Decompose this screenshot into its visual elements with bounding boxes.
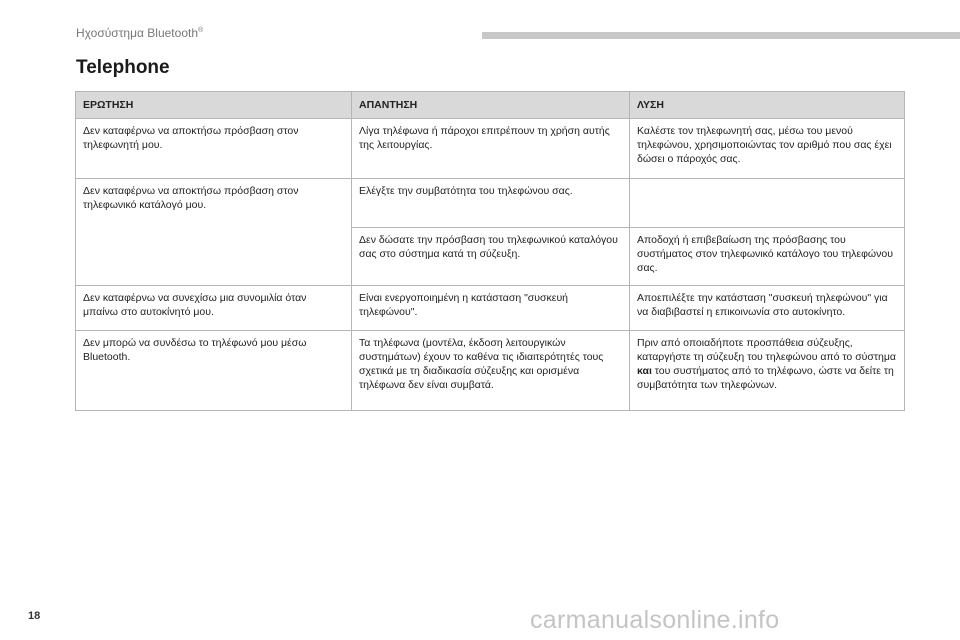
answer-cell: Ελέγξτε την συμβατότητα του τηλεφώνου σας. [352, 179, 630, 228]
column-header-answer: ΑΠΑΝΤΗΣΗ [352, 92, 630, 119]
question-cell: Δεν καταφέρνω να αποκτήσω πρόσβαση στον τηλεφωνητή μου. [76, 119, 352, 179]
table-row [76, 179, 905, 228]
column-header-question: ΕΡΩΤΗΣΗ [76, 92, 352, 119]
table-header-row [76, 92, 905, 119]
solution-cell [630, 331, 905, 411]
solution-cell: Αποδοχή ή επιβεβαίωση της πρόσβασης του συστήματος στον τηλεφωνικό κατάλογο του τηλεφώνου σας. [630, 228, 905, 286]
column-header-solution: ΛΥΣΗ [630, 92, 905, 119]
answer-cell: Είναι ενεργοποιημένη η κατάσταση "συσκευή τηλεφώνου". [352, 286, 630, 331]
table-row [76, 119, 905, 179]
solution-text-bold: και [637, 365, 652, 377]
solution-cell: Καλέστε τον τηλεφωνητή σας, μέσω του μενού τηλεφώνου, χρησιμοποιώντας τον αριθμό που σας έχει δώσει ο πάροχός σας. [630, 119, 905, 179]
question-cell: Δεν καταφέρνω να συνεχίσω μια συνομιλία όταν μπαίνω στο αυτοκίνητό μου. [76, 286, 352, 331]
page-number: 18 [28, 610, 41, 622]
solution-text-start: Πριν από οποιαδήποτε προσπάθεια σύζευξης, καταργήστε τη σύζευξη του τηλεφώνου από το σύστημα [637, 337, 896, 363]
trademark-symbol: ® [198, 27, 204, 34]
answer-cell: Τα τηλέφωνα (μοντέλα, έκδοση λειτουργικών συστημάτων) έχουν το καθένα τις ιδιαιτερότητές τους σχετικά με τη διαδικασία σύζευξης και ορισμένα τηλέφωνα δεν είναι συμβατά. [352, 331, 630, 411]
watermark: carmanualsonline.info [530, 606, 780, 634]
question-cell: Δεν καταφέρνω να αποκτήσω πρόσβαση στον τηλεφωνικό κατάλογό μου. [76, 179, 352, 286]
question-cell: Δεν μπορώ να συνδέσω το τηλέφωνό μου μέσω Bluetooth. [76, 331, 352, 411]
solution-cell: Αποεπιλέξτε την κατάσταση "συσκευή τηλεφώνου" για να διαβιβαστεί η επικοινωνία στο αυτοκίνητο. [630, 286, 905, 331]
table-row [76, 286, 905, 331]
header-bar [482, 32, 960, 39]
table-row [76, 331, 905, 411]
section-title: Telephone [76, 57, 170, 78]
solution-text-end: του συστήματος από το τηλέφωνο, ώστε να δείτε τη συμβατότητα των τηλεφώνων. [637, 365, 894, 391]
chapter-title: Ηχοσύστημα Bluetooth® [76, 26, 204, 40]
answer-cell: Λίγα τηλέφωνα ή πάροχοι επιτρέπουν τη χρήση αυτής της λειτουργίας. [352, 119, 630, 179]
faq-table [75, 91, 905, 411]
solution-cell [630, 179, 905, 228]
answer-cell: Δεν δώσατε την πρόσβαση του τηλεφωνικού καταλόγου σας στο σύστημα κατά τη σύζευξη. [352, 228, 630, 286]
